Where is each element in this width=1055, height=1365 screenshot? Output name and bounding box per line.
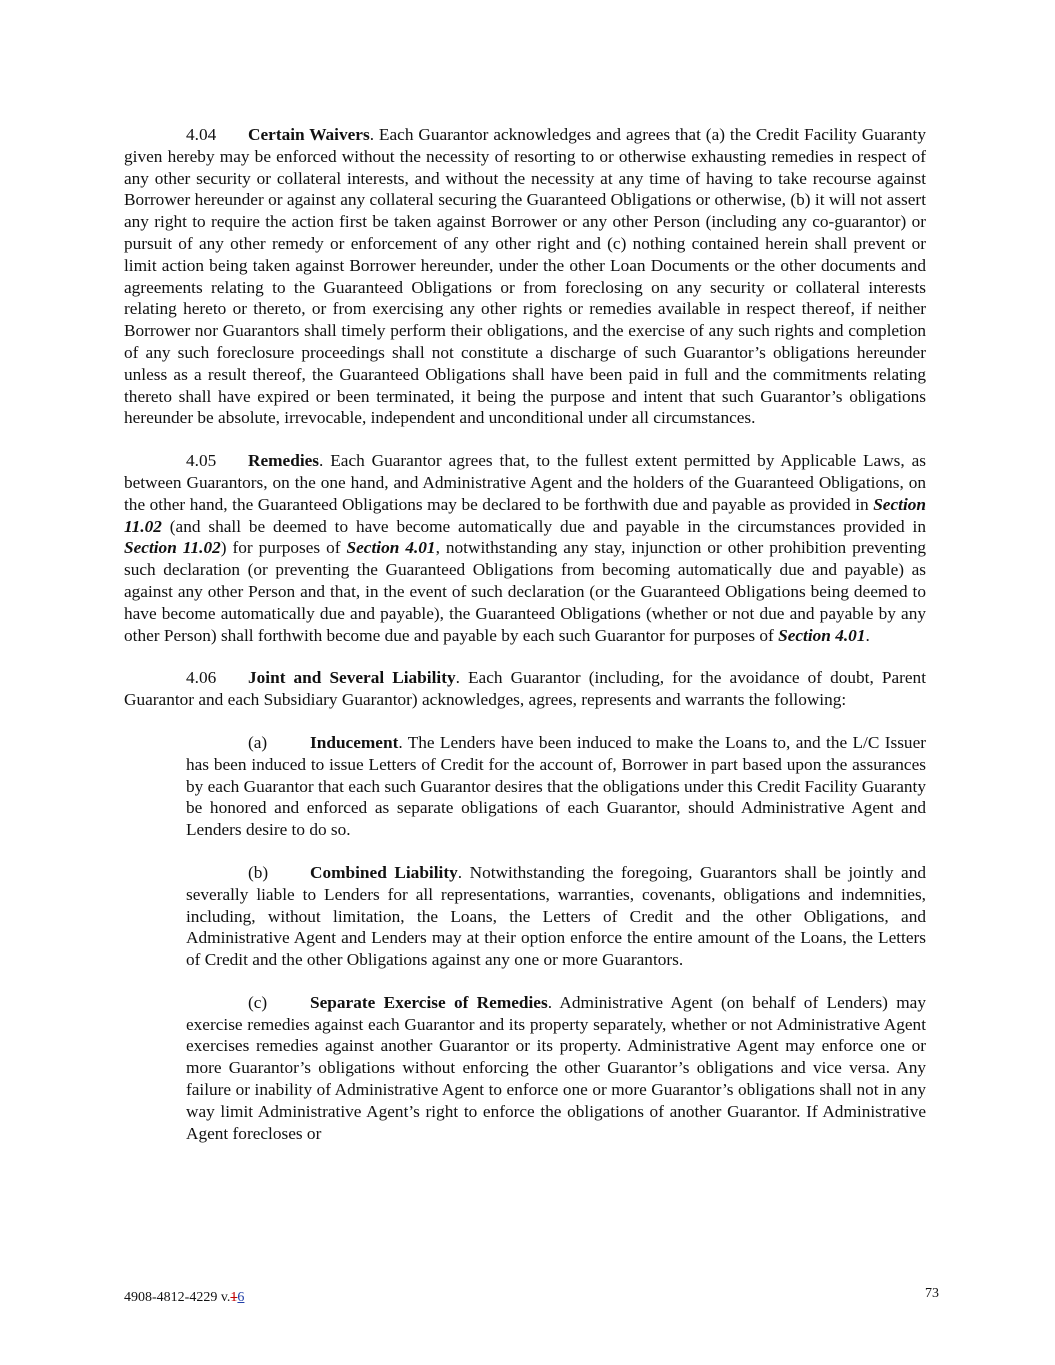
section-text: . [865, 625, 870, 645]
footer-document-id [124, 1290, 244, 1306]
section-heading: Remedies [248, 451, 320, 471]
section-text: (and shall be deemed to have become automatically due and payable in the circumstances provided in [161, 516, 926, 536]
section-heading: Certain Waivers [248, 125, 370, 144]
subsection-heading: Combined Liability [310, 862, 458, 882]
section-4-05 [124, 450, 926, 646]
subsection-b [186, 862, 926, 971]
section-reference: Section 11.02 [124, 538, 221, 558]
section-number: 4.06 [186, 668, 217, 688]
section-text: . Each Guarantor acknowledges and agrees that (a) the Credit Facility Guaranty given hereby may be enforced without the necessity of resorting to or otherwise exhausting remedies in respect of any other security or collateral interests, and without the necessity at any time of having to take recourse against Borrower hereunder or against any collateral securing the Guaranteed Obligations or otherwise, (b) it will not assert any right to require the action first be taken against Borrower or any other Person (including any co-guarantor) or pursuit of any other remedy or enforcement of any other right and (c) nothing contained herein shall prevent or limit action being taken against Borrower hereunder, under the other Loan Documents or the other documents and agreements relating to the Guaranteed Obligations or from foreclosing on any security or collateral interests relating hereto or thereto, or from exercising any other rights or remedies available in respect thereof, if neither Borrower nor Guarantors shall timely perform their obligations, and the exercise of any such rights and completion of any such foreclosure proceedings shall not constitute a discharge of such Guarantor’s obligations hereunder unless as a result thereof, the Guaranteed Obligations shall have been paid in full and the commitments relating thereto shall have expired or been terminated, it being the purpose and intent that such Guarantor’s obligations hereunder be absolute, irrevocable, independent and unconditional under all circumstances. [124, 125, 926, 428]
section-reference: Section 11.02 [124, 494, 926, 536]
subsection-text: . Notwithstanding the foregoing, Guarantors shall be jointly and severally liable to Lenders for all representations, warranties, covenants, obligations and indemnities, including, without limitation, the Loans, the Letters of Credit and the other Obligations, and Administrative Agent and Lenders may at their option enforce the entire amount of the Loans, the Letters of Credit and the other Obligations against any one or more Guarantors. [186, 862, 926, 970]
section-reference: Section 4.01 [346, 538, 436, 558]
doc-id: 4908-4812-4229 v. [124, 1290, 231, 1305]
subsection-heading: Inducement [310, 732, 399, 752]
subsection-number: (b) [248, 862, 269, 882]
section-text: , notwithstanding any stay, injunction or other prohibition preventing such declaration (or preventing the Guaranteed Obligations from becoming automatically due and payable) as against any other Person and that, in the event of such declaration (or the Guaranteed Obligations being deemed to have become automatically due and payable), the Guaranteed Obligations (whether or not due and payable by any other Person) shall forthwith become due and payable by each such Guarantor for purposes of [124, 538, 926, 645]
section-heading: Joint and Several Liability [248, 668, 456, 688]
subsection-c [186, 992, 926, 1145]
subsection-text: . Administrative Agent (on behalf of Lenders) may exercise remedies against each Guarantor and its property separately, whether or not Administrative Agent exercises remedies against another Guarantor or its property. Administrative Agent may enforce one or more Guarantor’s obligations without enforcing the other Guarantor’s obligations and vice versa. Any failure or inability of Administrative Agent to enforce one or more Guarantor’s obligations shall not in any way limit Administrative Agent’s right to enforce the obligations of another Guarantor. If Administrative Agent forecloses or [186, 992, 926, 1143]
subsection-number: (a) [248, 732, 268, 752]
subsection-a [186, 732, 926, 841]
section-4-06 [124, 667, 926, 711]
section-text: ) for purposes of [220, 538, 347, 558]
version-deleted: 1 [230, 1290, 238, 1305]
section-number: 4.04 [186, 125, 217, 144]
subsection-heading: Separate Exercise of Remedies [310, 992, 548, 1012]
section-text: . Each Guarantor agrees that, to the fullest extent permitted by Applicable Laws, as between Guarantors, on the one hand, and Administrative Agent and the holders of the Guaranteed Obligations, on the other hand, the Guaranteed Obligations may be declared to be forthwith due and payable as provided in [124, 451, 926, 514]
page-number: 73 [925, 1286, 939, 1301]
document-body [124, 124, 926, 1165]
section-4-04 [124, 124, 926, 429]
section-number: 4.05 [186, 451, 217, 471]
subsection-number: (c) [248, 992, 268, 1012]
section-reference: Section 4.01 [778, 625, 866, 645]
version-inserted: 6 [237, 1290, 245, 1305]
subsection-text: . The Lenders have been induced to make the Loans to, and the L/C Issuer has been induced to issue Letters of Credit for the account of, Borrower in part based upon the assurances by each Guarantor that each such Guarantor desires that the obligations under this Credit Facility Guaranty be honored and enforced as separate obligations of each Guarantor, should Administrative Agent and Lenders desire to do so. [186, 732, 926, 840]
section-text: . Each Guarantor (including, for the avoidance of doubt, Parent Guarantor and each Subsidiary Guarantor) acknowledges, agrees, represents and warrants the following: [124, 668, 926, 710]
